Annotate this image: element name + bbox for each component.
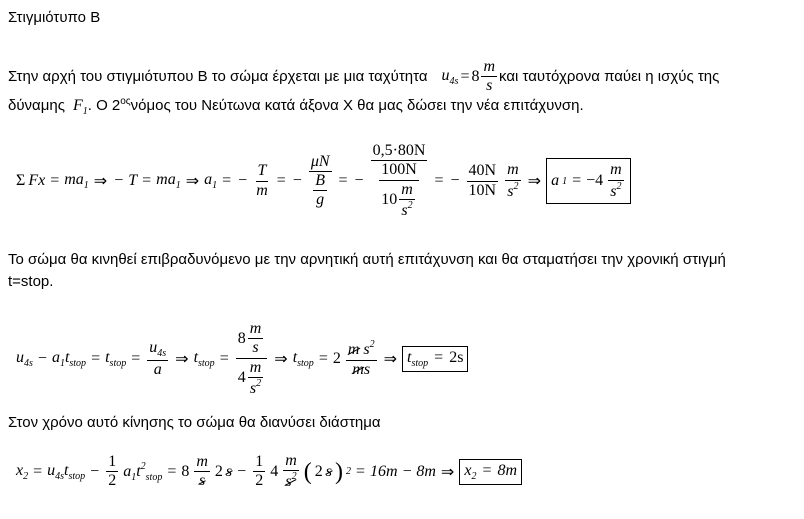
para2-line2: t=stop. [8,273,54,290]
u4s-value: 8 [471,67,480,85]
page-heading: Στιγμιότυπο Β [8,9,101,26]
equation-newton: Σ Fx = $ma_1$ ⇒ − T = $ma_1$ ⇒ $a_1$ = − $\frac{T}{m}$ = − $\frac{\mu N}{\frac{B}{g}}$ = − 0,5·80N 100N 10 $\frac{m}{s^2}$ = − $\frac{40N}{10N}$ $\frac{m}{s^2}$ ⇒ a 1 = −4 $\frac{m}{s^2}$ [16,142,631,221]
equation-tstop: $u_{4s}$ − $a_1t_{stop}$ = $t_{stop}$ = $\frac{u_{4s}}{a}$ ⇒ $t_{stop}$ = 8 $\frac{m}{s}$ 4 $\frac{m}{s^2}$ ⇒ $t_{stop}$ = 2 $\frac{m s^2}{ms}$ ⇒ $t_{stop} = 2s$ [16,320,468,399]
para1-text-b: και ταυτόχρονα παύει η ισχύς της [499,68,720,86]
para1-line1: Στην αρχή του στιγμιότυπου Β το σώμα έρχεται με μια ταχύτητα $u_{4s}$ = 8 $\frac{m}{s}$ και ταυτόχρονα παύει η ισχύς της [8,58,720,95]
tstop-fraction: 8 $\frac{m}{s}$ 4 $\frac{m}{s^2}$ [236,320,268,399]
numeric-fraction: 0,5·80N 100N 10 $\frac{m}{s^2}$ [372,142,426,220]
result-x2-box: $x_2 = 8m$ [459,459,522,485]
para1-line2-a: δύναμης [8,97,65,114]
unit-m-per-s: $\frac{m}{s}$ [483,58,496,95]
result-tstop-box: $t_{stop} = 2s$ [402,346,468,372]
equation-distance: $x_2$ = $u_{4s}t_{stop}$ − $\frac{1}{2}$ $a_1t^2_{stop}$ = 8 $\frac{m}{s}$ 2 s − $\frac{1}{2}$ 4 $\frac{m}{s^2}$ ( 2 s ) 2 = 16m − 8m ⇒ $x_2 = 8m$ [16,452,522,492]
para1-line2 [8,97,584,117]
para1-line2-c: νόμος του Νεύτωνα κατά άξονα Χ θα μας δώσει την νέα επιτάχυνση. [130,97,584,114]
para1-text-a: Στην αρχή του στιγμιότυπου Β το σώμα έρχεται με μια ταχύτητα [8,68,428,86]
para3-text: Στον χρόνο αυτό κίνησης το σώμα θα διανύσει διάστημα [8,414,381,431]
result-a1-box: a 1 = −4 $\frac{m}{s^2}$ [546,158,631,204]
force-f1-symbol: $F_1$ [72,97,88,117]
para1-line2-b: . Ο 2 [87,97,121,114]
ordinal-suffix: ος [120,96,131,107]
mu-n-over-b-over-g: $\frac{\mu N}{\frac{B}{g}}$ [310,152,330,209]
u4s-symbol: $u_{4s}$ [441,66,459,87]
para2-line1: Το σώμα θα κινηθεί επιβραδυνόμενο με την αρνητική αυτή επιτάχυνση και θα σταματήσει την χρονική στιγμή [8,251,726,268]
